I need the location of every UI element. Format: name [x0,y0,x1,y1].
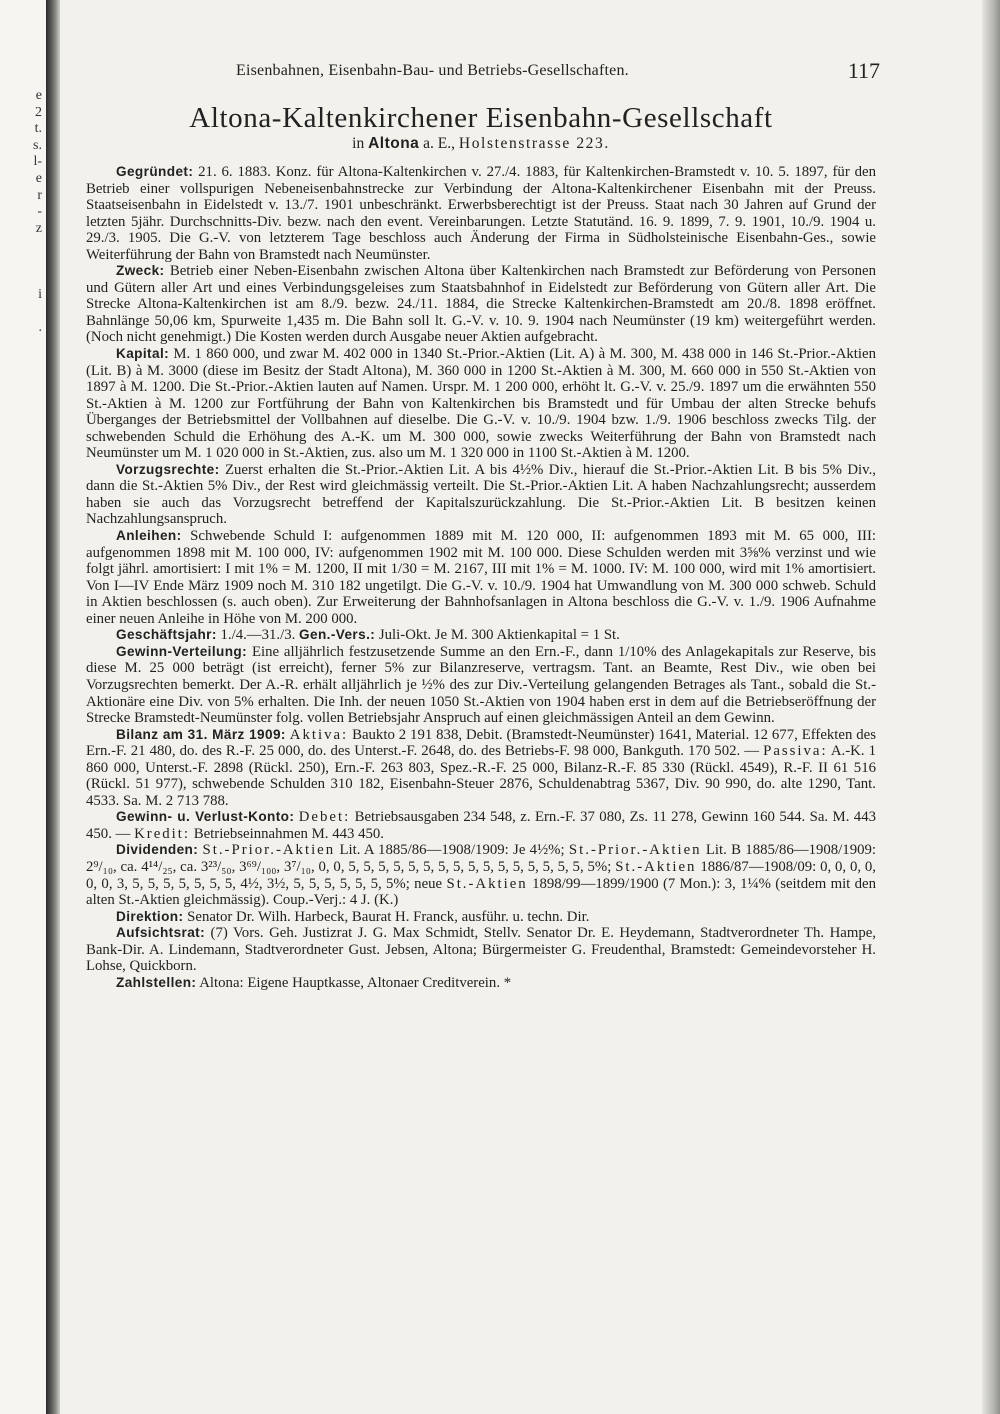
page-content [86,56,880,991]
section-label: Gegründet: [116,164,194,179]
section-profit-distribution [86,644,876,727]
section-label: Zahlstellen: [116,974,197,990]
bleed-char: - [37,204,42,220]
section-label: Vorzugsrechte: [116,461,220,477]
bleed-char: r [37,187,42,203]
dividend-text: Lit. A 1885/86—1908/1909: Je 4½%; [339,842,565,859]
section-label-secondary: Gen.-Vers.: [299,627,376,643]
section-loans [86,528,876,627]
share-class-label: St.-Prior.-Aktien [202,842,336,859]
section-dividends [86,842,876,908]
liabilities-label: Passiva: [763,743,828,760]
section-text: 1./4.—31./3. [220,627,296,644]
section-text: M. 1 860 000, und zwar M. 402 000 in 1340 St.-Prior.-Aktien (Lit. A) à M. 300, M. 438 000 in 146 St.-Prior.-Aktien (Lit. B) à M. 3000 (diese im Besitz der Stadt Altona), M. 360 000 in 1200 St.-Aktien à M. 300, M. 660 000 in 550 St.-Aktien von 1897 à M. 1200. Die St.-Prior.-Aktien lauten auf Namen. Urspr. M. 1 200 000, erhöht lt. G.-V. v. 25./9. 1897 um die erwähnten 550 St.-Aktien à M. 1200 zur Fortführung der Bahn von Kaltenkirchen bis Bramstedt und für Umbau der alten Strecke behufs Überganges der Betriebsmittel der Vollbahnen auf dieselbe. Die G.-V. v. 10./9. 1904 bzw. 1./9. 1906 beschloss zwecks Tilg. der schwebenden Schuld die Erhöhung des A.-K. um M. 300 000, sowie zwecks Weiterführung der Bahn von Bramstedt nach Neumünster um M. 1 020 000 in St.-Aktien, zus. also um M. 1 320 000 in 1100 St.-Aktien à M. 1200. [86,346,876,462]
location-city: Altona [368,135,420,152]
facing-page-bleed-text [2,88,42,337]
running-head-title: Eisenbahnen, Eisenbahn-Bau- und Betriebs-Gesellschaften. [236,62,629,79]
section-text: 21. 6. 1883. Konz. für Altona-Kaltenkirchen v. 27./4. 1883, für Kaltenkirchen-Bramstedt v. 10. 5. 1897, für den Betrieb einer vollspurigen Nebeneisenbahnstrecke zur Verbindung der Altona-Kaltenkirchener Eisenbahn mit der Preuss. Staatseisenbahn in Eidelstedt v. 13./7. 1901 unbeschränkt. Erwerbsberechtigt ist der Preuss. Staat nach 30 Jahren auf Grund der letzten 5jähr. Durchschnitts-Div. bezw. nach den event. Vereinbarungen. Letzte Statutänd. 16. 9. 1899, 7. 9. 1901, 10./9. 1904 u. 29./3. 1905. Die G.-V. von letzterem Tage beschloss auch Änderung der Firma in Südholsteinische Eisenbahn-Ges., sowie Weiterführung der Bahn von Bramstedt nach Neumünster. [86,164,876,263]
section-text: Senator Dr. Wilh. Harbeck, Baurat H. Franck, ausführ. u. techn. Dir. [187,908,590,925]
section-label: Direktion: [116,908,184,924]
section-label: Kapital: [116,346,170,362]
section-text: Altona: Eigene Hauptkasse, Altonaer Creditverein. * [199,974,512,991]
section-text: Eine alljährlich festzusetzende Summe an den Ern.-F., dann 1/10% des Anlagekapitals zur Reserve, bis diese M. 25 000 beträgt (ist erreicht), ferner 5% zur Bilanzreserve, vertragsm. Tant. an Beamte, Rest Div., wie oben bei Vorzugsrechten bemerkt. Der A.-R. erhält alljährlich je ½% des zur Div.-Verteilung gelangenden Betrages als Tant., sobald die St.-Aktionäre eine Div. von 5% erhalten. Die Inh. der neuen 1050 St.-Aktien von 1904 haben erst in dem auf die Betriebseröffnung der Strecke Bramstedt-Neumünster folg. vollen Betriebsjahr Anspruch auf einen gleichmässigen Anteil an dem Gewinn. [86,643,876,727]
section-balance-sheet [86,727,876,810]
dividend-text: 1886/87—1908/09: 0, 0, 0, 0, 0, 0, 3, 5, 5, 5, 5, 5, 5, 5, 4½, 3½, 5, 5, 5, 5, 5, 5, 5%; neue [86,858,877,892]
section-label: Geschäftsjahr: [116,627,217,643]
page-edge-shadow [982,0,1000,1414]
running-head [86,56,880,92]
bleed-char [2,254,42,271]
bleed-char: e [35,170,42,186]
page-number: 117 [847,58,880,83]
section-capital [86,346,876,462]
location-prefix: in [352,135,365,152]
company-title: Altona-Kaltenkirchener Eisenbahn-Gesellschaft [189,102,773,134]
location-suffix: a. E., [423,135,456,152]
section-board [86,909,876,926]
dividend-text: Lit. B 1885/86—1908/1909: 2⁹/₁₀, ca. 4¹⁴/₂₅, ca. 3²³/₅₀, 3⁶⁹/₁₀₀, 3⁷/₁₀, 0, 0, 5, 5, 5, 5, 5, 5, 5, 5, 5, 5, 5, 5, 5, 5, 5, 5, 5%; [86,842,877,875]
debit-text: Betriebsausgaben 234 548, z. Ern.-F. 37 080, Zs. 11 278, Gewinn 160 544. Sa. M. 443 450. — [86,809,877,842]
bleed-char [2,237,42,254]
section-label: Aufsichtsrat: [116,925,206,941]
bleed-char [2,304,42,321]
section-text-secondary: Juli-Okt. Je M. 300 Aktienkapital = 1 St. [378,627,620,644]
assets-label: Aktiva: [289,726,349,743]
section-paying-agents [86,975,876,992]
company-location [86,134,876,154]
section-label: Bilanz am 31. März 1909: [116,726,286,742]
section-label: Gewinn-Verteilung: [116,643,248,659]
location-street: Holstenstrasse 223. [458,135,610,152]
credit-text: Betriebseinnahmen M. 443 450. [193,825,384,842]
section-label: Gewinn- u. Verlust-Konto: [116,809,295,825]
dividend-text: 1898/99—1899/1900 (7 Mon.): 3, 1¼% (seitdem mit den alten St.-Aktien gleichmässig). Coup.-Verj.: 4 J. (K.) [86,875,876,909]
bleed-char: l- [33,154,42,170]
article-body [86,164,876,991]
bleed-char: e [35,88,42,103]
bleed-char: s. [33,137,42,153]
bleed-char: z [35,220,42,236]
section-text: (7) Vors. Geh. Justizrat J. G. Max Schmidt, Stellv. Senator Dr. E. Heydemann, Stadtverordneter Th. Hampe, Bank-Dir. A. Lindemann, Stadtverordneter Gust. Jebsen, Altona; Bürgermeister G. Freudenthal, Bramstedt: Gemeindevorsteher H. Lohse, Quickborn. [86,925,876,975]
share-class-label: St.-Prior.-Aktien [568,842,702,859]
bleed-char: i [38,287,42,303]
section-text: Schwebende Schuld I: aufgenommen 1889 mit M. 120 000, II: aufgenommen 1893 mit M. 65 000, III: aufgenommen 1898 mit M. 100 000, IV: aufgenommen 1902 mit M. 100 000. Diese Schulden werden mit 3⅝% verzinst und wie folgt jährl. amortisiert: I mit 1% = M. 1200, II mit 1/30 = M. 2167, III mit 1% = M. 1000. IV: M. 100 000, wird mit 1% amortisiert. Von I—IV Ende März 1909 noch M. 310 182 ungetilgt. Die G.-V. v. 10./9. 1904 hat Umwandlung von M. 300 000 schweb. Schuld in Aktien beschlossen (s. auch oben). Zur Erweiterung der Bahnhofsanlagen in Altona beschloss die G.-V. v. 1./9. 1906 Aufnahme einer neuen Anleihe in Höhe von M. 200 000. [86,528,876,627]
section-text: Betrieb einer Neben-Eisenbahn zwischen Altona über Kaltenkirchen nach Bramstedt zur Beförderung von Personen und Gütern aller Art und eines Verbindungsgeleises zum Staatsbahnhof in Eidelstedt zur Beförderung von Gütern aller Art. Die Strecke Altona-Kaltenkirchen ist am 8./9. bezw. 24./11. 1884, die Strecke Kaltenkirchen-Bramstedt am 20./8. 1898 eröffnet. Bahnlänge 50,06 km, Spurweite 1,435 m. Die Bahn soll lt. G.-V. v. 10. 9. 1904 nach Neumünster (19 km) weitergeführt werden. (Noch nicht genehmigt.) Die Kosten werden durch Ausgabe neuer Aktien aufgebracht. [86,263,876,346]
section-preferences [86,462,876,528]
credit-label: Kredit: [134,825,191,842]
facing-page-edge [0,0,47,1414]
section-purpose [86,263,876,346]
binding-gutter [46,0,60,1414]
section-supervisory-board [86,925,876,975]
bleed-char: . [38,320,42,336]
share-class-label: St.-Aktien [446,875,528,892]
section-profit-loss [86,809,876,842]
liabilities-text: A.-K. 1 860 000, Unterst.-F. 2898 (Rückl. 250), Ern.-F. 263 803, Spez.-R.-F. 25 000, Bilanz-R.-F. 85 330 (Rückl. 4549), R.-F. II 61 516 (Rückl. 51 977), schwebende Schulden 310 182, Eisenbahn-Steuer 2876, Schuldenabtrag 5367, Div. 90 990, do. alte 1290, Tant. 4533. Sa. M. 2 713 788. [86,743,877,809]
bleed-char [2,271,42,288]
section-label: Zweck: [116,263,165,279]
section-founded [86,164,876,263]
share-class-label: St.-Aktien [615,858,697,875]
debit-label: Debet: [298,809,351,826]
bleed-char: t. [34,121,42,137]
section-label: Dividenden: [116,842,199,858]
assets-text: Baukto 2 191 838, Debit. (Bramstedt-Neumünster) 1641, Material. 12 677, Effekten des Ern.-F. 21 480, do. des R.-F. 25 000, do. des Unterst.-F. 2648, do. des Betriebs-F. 98 000, Bankguth. 170 502. — [86,726,877,760]
section-fiscal-year [86,627,876,644]
section-text: Zuerst erhalten die St.-Prior.-Aktien Lit. A bis 4½% Div., hierauf die St.-Prior.-Aktien Lit. B bis 5% Div., dann die St.-Aktien 5% Div., der Rest wird gleichmässig verteilt. Die St.-Prior.-Aktien Lit. A haben Nachzahlungsrecht; ausserdem haben sie auch das Vorzugsrecht betreffend der Kapitalszurückzahlung. Die St.-Prior.-Aktien Lit. B besitzen keinen Nachzahlungsanspruch. [86,461,877,528]
section-label: Anleihen: [116,528,182,544]
bleed-char: 2 [35,104,42,120]
